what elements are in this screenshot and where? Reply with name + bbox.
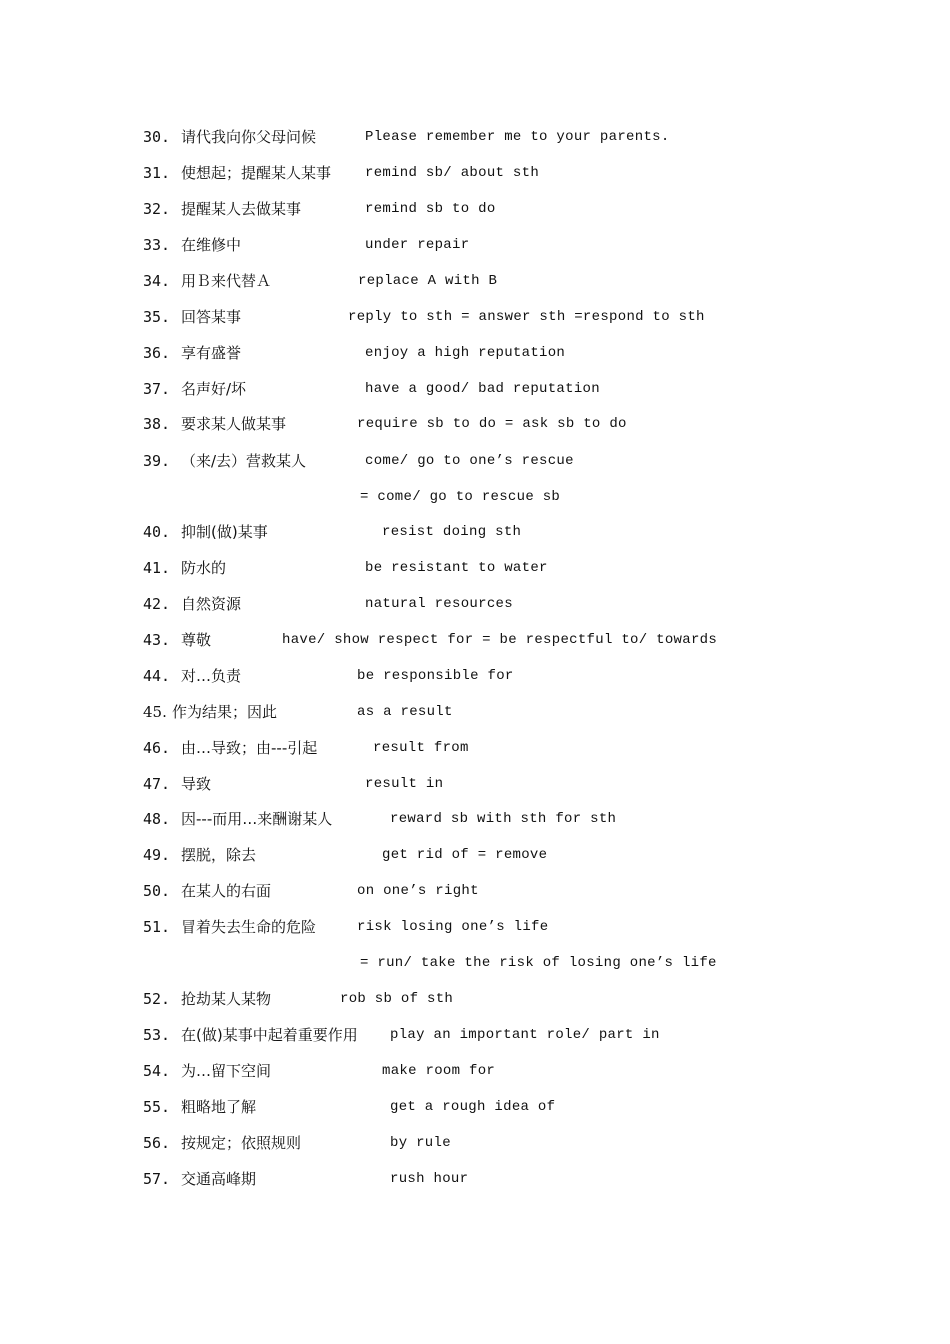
vocab-entry <box>0 520 950 544</box>
chinese-phrase: 对…负责 <box>181 667 242 685</box>
english-phrase: play an important role/ part in <box>390 1027 660 1043</box>
entry-number: 54. <box>143 1062 171 1080</box>
vocab-entry <box>0 233 950 257</box>
chinese-phrase: 享有盛誉 <box>181 344 242 362</box>
english-phrase: be responsible for <box>357 668 514 684</box>
vocab-entry <box>0 341 950 365</box>
english-phrase: get rid of = remove <box>382 847 548 863</box>
chinese-phrase: 提醒某人去做某事 <box>181 200 302 218</box>
chinese-phrase: 在某人的右面 <box>181 882 272 900</box>
chinese-phrase: 在维修中 <box>181 236 242 254</box>
chinese-phrase: 为…留下空间 <box>181 1062 272 1080</box>
chinese-phrase: 使想起；提醒某人某事 <box>181 164 332 182</box>
vocab-entry <box>0 449 950 473</box>
entry-number: 46. <box>143 739 171 757</box>
english-phrase: on one’s right <box>357 883 479 899</box>
entry-number: 33. <box>143 236 171 254</box>
vocab-entry <box>0 197 950 221</box>
english-phrase: replace A with B <box>358 273 498 289</box>
english-phrase: enjoy a high reputation <box>365 345 566 361</box>
entry-number: 42. <box>143 595 171 613</box>
english-phrase: resist doing sth <box>382 524 522 540</box>
vocab-entry <box>0 412 950 436</box>
chinese-phrase: 交通高峰期 <box>181 1170 257 1188</box>
vocab-entry <box>0 843 950 867</box>
entry-number: 38. <box>143 415 171 433</box>
chinese-phrase: 摆脱，除去 <box>181 846 257 864</box>
chinese-phrase: 要求某人做某事 <box>181 415 287 433</box>
vocab-entry <box>0 628 950 652</box>
chinese-phrase: 回答某事 <box>181 308 242 326</box>
chinese-phrase: 抢劫某人某物 <box>181 990 272 1008</box>
vocab-entry <box>0 879 950 903</box>
entry-number: 52. <box>143 990 171 1008</box>
entry-number: 55. <box>143 1098 171 1116</box>
vocab-entry-continuation <box>0 951 950 975</box>
entry-number: 57. <box>143 1170 171 1188</box>
entry-number: 44. <box>143 667 171 685</box>
vocab-entry <box>0 1131 950 1155</box>
vocab-entry <box>0 915 950 939</box>
english-phrase: remind sb to do <box>365 201 496 217</box>
vocab-entry <box>0 1023 950 1047</box>
vocab-entry <box>0 736 950 760</box>
vocab-entry <box>0 772 950 796</box>
entry-number: 34. <box>143 272 171 290</box>
vocab-entry <box>0 1059 950 1083</box>
english-phrase: result in <box>365 776 444 792</box>
vocab-entry <box>0 305 950 329</box>
english-phrase: reply to sth = answer sth =respond to sth <box>348 309 705 325</box>
english-phrase: get a rough idea of <box>390 1099 556 1115</box>
english-phrase: require sb to do = ask sb to do <box>357 416 627 432</box>
entry-number: 35. <box>143 308 171 326</box>
chinese-phrase: 粗略地了解 <box>181 1098 257 1116</box>
chinese-phrase: 按规定；依照规则 <box>181 1134 302 1152</box>
entry-number: 37. <box>143 380 171 398</box>
entry-number: 47. <box>143 775 171 793</box>
vocab-entry <box>0 125 950 149</box>
chinese-phrase: 在(做)某事中起着重要作用 <box>181 1026 358 1044</box>
chinese-phrase: 防水的 <box>181 559 227 577</box>
entry-number: 56. <box>143 1134 171 1152</box>
english-phrase: risk losing one’s life <box>357 919 549 935</box>
entry-number: 51. <box>143 918 171 936</box>
chinese-phrase: 尊敬 <box>181 631 212 649</box>
english-phrase: rob sb of sth <box>340 991 454 1007</box>
vocab-entry <box>0 987 950 1011</box>
english-phrase: = run/ take the risk of losing one’s life <box>360 955 717 971</box>
entry-number: 48. <box>143 810 171 828</box>
entry-number: 43. <box>143 631 171 649</box>
vocab-entry <box>0 592 950 616</box>
entry-number: 41. <box>143 559 171 577</box>
vocab-entry <box>0 1167 950 1191</box>
english-phrase: result from <box>373 740 469 756</box>
vocab-entry <box>0 556 950 580</box>
entry-number: 32. <box>143 200 171 218</box>
vocab-entry <box>0 664 950 688</box>
entry-number: 39. <box>143 452 171 470</box>
entry-number: 45. <box>143 703 167 721</box>
english-phrase: Please remember me to your parents. <box>365 129 670 145</box>
vocab-entry-continuation <box>0 485 950 509</box>
english-phrase: remind sb/ about sth <box>365 165 540 181</box>
chinese-phrase: 冒着失去生命的危险 <box>181 918 317 936</box>
chinese-phrase: 用Ｂ来代替Ａ <box>181 272 272 290</box>
entry-number: 53. <box>143 1026 171 1044</box>
chinese-phrase: 由…导致；由---引起 <box>181 739 318 757</box>
english-phrase: under repair <box>365 237 470 253</box>
vocab-entry <box>0 377 950 401</box>
entry-number: 36. <box>143 344 171 362</box>
chinese-phrase: 导致 <box>181 775 212 793</box>
chinese-phrase: 名声好/坏 <box>181 380 247 398</box>
entry-number: 49. <box>143 846 171 864</box>
entry-number: 31. <box>143 164 171 182</box>
english-phrase: as a result <box>357 704 453 720</box>
vocab-entry <box>0 700 950 724</box>
chinese-phrase: 抑制(做)某事 <box>181 523 268 541</box>
vocab-entry <box>0 161 950 185</box>
english-phrase: have/ show respect for = be respectful to/ towards <box>282 632 718 648</box>
entry-number: 30. <box>143 128 171 146</box>
chinese-phrase: （来/去）营救某人 <box>181 452 307 470</box>
chinese-phrase: 自然资源 <box>181 595 242 613</box>
english-phrase: by rule <box>390 1135 451 1151</box>
vocab-entry <box>0 1095 950 1119</box>
english-phrase: reward sb with sth for sth <box>390 811 617 827</box>
english-phrase: natural resources <box>365 596 513 612</box>
english-phrase: have a good/ bad reputation <box>365 381 600 397</box>
vocab-entry <box>0 269 950 293</box>
entry-number: 50. <box>143 882 171 900</box>
english-phrase: be resistant to water <box>365 560 548 576</box>
english-phrase: rush hour <box>390 1171 469 1187</box>
chinese-phrase: 作为结果；因此 <box>172 703 278 721</box>
vocab-entry <box>0 807 950 831</box>
entry-number: 40. <box>143 523 171 541</box>
english-phrase: come/ go to one’s rescue <box>365 453 574 469</box>
english-phrase: = come/ go to rescue sb <box>360 489 561 505</box>
chinese-phrase: 因---而用…来酬谢某人 <box>181 810 333 828</box>
english-phrase: make room for <box>382 1063 496 1079</box>
chinese-phrase: 请代我向你父母问候 <box>181 128 317 146</box>
